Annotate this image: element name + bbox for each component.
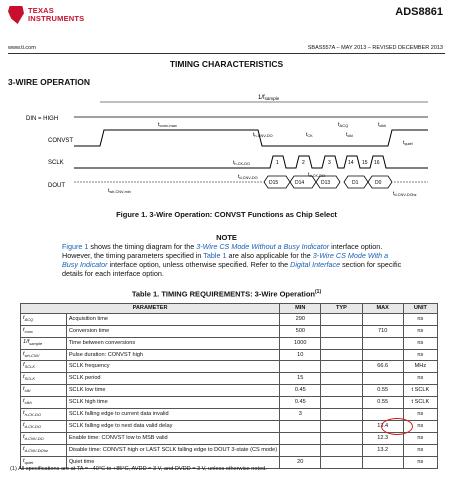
note-text-5: section for specific details for each interface option. <box>62 260 402 278</box>
max-value: 13.4 <box>362 420 403 432</box>
param-description: Conversion time <box>66 325 279 337</box>
min-value: 20 <box>280 456 321 468</box>
param-symbol-base: t <box>23 350 25 357</box>
unit-value: ns <box>403 337 437 349</box>
table-row <box>21 313 438 325</box>
sclk-num-16: 16 <box>374 160 380 166</box>
param-symbol-sub: clkl <box>24 388 31 394</box>
typ-value <box>321 373 362 385</box>
max-value: 0.55 <box>362 397 403 409</box>
param-description: Pulse duration: CONVST high <box>66 349 279 361</box>
typ-value <box>321 325 362 337</box>
min-value: 290 <box>280 313 321 325</box>
param-symbol-base: t <box>23 457 25 464</box>
param-symbol-base: t <box>23 374 25 381</box>
param-symbol-sub: conv <box>24 328 34 334</box>
param-symbol <box>21 385 67 397</box>
col-typ: TYP <box>321 304 362 314</box>
table-title <box>0 289 453 299</box>
unit-value: MHz <box>403 361 437 373</box>
min-value: 0.45 <box>280 385 321 397</box>
header-divider <box>8 53 445 54</box>
min-value: 500 <box>280 325 321 337</box>
param-symbol-sub: wh-CNV <box>24 352 40 358</box>
table-row <box>21 444 438 456</box>
t-quiet-label: $t_{quiet}$ <box>403 140 413 146</box>
unit-value: ns <box>403 409 437 421</box>
three-wire-busy-link[interactable]: 3-Wire CS Mode With a Busy Indicator <box>62 251 389 269</box>
max-value <box>362 456 403 468</box>
param-symbol-base: t <box>23 386 25 393</box>
param-description: Enable time: CONVST low to MSB valid <box>66 432 279 444</box>
unit-value: ns <box>403 432 437 444</box>
sclk-num-2: 2 <box>302 160 305 166</box>
min-value: 15 <box>280 373 321 385</box>
param-description: Disable time: CONVST high or LAST SCLK falling edge to DOUT 3-state (CS mode) <box>66 444 279 456</box>
timing-diagram <box>8 92 445 198</box>
company-line-1: TEXAS <box>28 6 55 15</box>
typ-value <box>321 349 362 361</box>
t-clkl-label: $t_{clkl}$ <box>346 132 353 138</box>
unit-value: ns <box>403 444 437 456</box>
param-symbol-base: t <box>23 398 25 405</box>
col-parameter: PARAMETER <box>21 304 280 314</box>
param-symbol-sub: ACQ <box>24 316 34 322</box>
ti-logo-text <box>28 7 84 23</box>
signal-dout: DOUT <box>48 183 65 189</box>
typ-value <box>321 444 362 456</box>
max-value: 0.55 <box>362 385 403 397</box>
note-body <box>62 242 402 278</box>
t-ckdo-label: $t_{h-CK-DO}$ <box>233 160 251 166</box>
param-description: SCLK low time <box>66 385 279 397</box>
sclk-num-15: 15 <box>362 160 368 166</box>
param-symbol-base: 1/f <box>23 338 30 345</box>
min-value: 0.45 <box>280 397 321 409</box>
param-symbol-sub: d-CNV-DOhz <box>24 447 48 453</box>
table-title-text: Table 1. TIMING REQUIREMENTS: 3-Wire Operation <box>131 289 316 299</box>
t-acq-label: tACQ <box>338 122 349 128</box>
dout-bit-d15: D15 <box>269 180 279 186</box>
param-symbol <box>21 444 67 456</box>
figure-1-link[interactable]: Figure 1 <box>62 242 89 251</box>
max-value <box>362 349 403 361</box>
max-value <box>362 313 403 325</box>
param-description: Acquisition time <box>66 313 279 325</box>
unit-value: ns <box>403 349 437 361</box>
table-row <box>21 420 438 432</box>
unit-value: ns <box>403 313 437 325</box>
website-link[interactable]: www.ti.com <box>8 45 36 51</box>
section-title: TIMING CHARACTERISTICS <box>169 59 284 69</box>
max-value: 13.2 <box>362 444 403 456</box>
period-label: 1/fsample <box>258 95 280 101</box>
param-symbol <box>21 420 67 432</box>
param-symbol-base: t <box>23 326 25 333</box>
param-symbol <box>21 325 67 337</box>
param-symbol-sub: d-CK-DO <box>24 424 42 430</box>
timing-requirements-table <box>20 303 438 469</box>
dout-bit-d13: D13 <box>321 180 331 186</box>
table-row <box>21 361 438 373</box>
sclk-num-1: 1 <box>276 160 279 166</box>
table-row <box>21 373 438 385</box>
min-value <box>280 432 321 444</box>
dout-bit-d1: D1 <box>352 180 359 186</box>
note-text-3: are also applicable for the <box>226 251 313 260</box>
param-description: SCLK falling edge to next data valid delay <box>66 420 279 432</box>
signal-sclk: SCLK <box>48 160 64 166</box>
param-symbol-base: t <box>23 433 25 440</box>
digital-interface-link[interactable]: Digital Interface <box>290 260 341 269</box>
table-row <box>21 349 438 361</box>
table-1-link[interactable]: Table 1 <box>203 251 227 260</box>
param-description: Time between conversions <box>66 337 279 349</box>
table-row <box>21 337 438 349</box>
three-wire-no-busy-link[interactable]: 3-Wire CS Mode Without a Busy Indicator <box>196 242 330 251</box>
table-header-row <box>21 304 438 314</box>
typ-value <box>321 409 362 421</box>
unit-value: t SCLK <box>403 397 437 409</box>
param-symbol-base: t <box>23 445 25 452</box>
param-symbol-base: t <box>23 410 25 417</box>
dout-bit-d14: D14 <box>295 180 305 186</box>
typ-value <box>321 337 362 349</box>
param-symbol-base: f <box>23 362 25 369</box>
typ-value <box>321 420 362 432</box>
min-value <box>280 444 321 456</box>
ti-logo <box>8 6 84 24</box>
unit-value: ns <box>403 373 437 385</box>
max-value: 12.3 <box>362 432 403 444</box>
typ-value <box>321 361 362 373</box>
param-description: SCLK frequency <box>66 361 279 373</box>
signal-convst: CONVST <box>48 138 74 144</box>
dout-bit-d0: D0 <box>375 180 382 186</box>
company-line-2: INSTRUMENTS <box>28 14 85 23</box>
max-value <box>362 337 403 349</box>
col-min: MIN <box>280 304 321 314</box>
param-symbol-sub: sample <box>29 340 43 346</box>
param-symbol-sub: SCLK <box>24 364 36 370</box>
max-value: 66.6 <box>362 361 403 373</box>
min-value <box>280 361 321 373</box>
param-symbol <box>21 313 67 325</box>
revision-line: SBAS557A – MAY 2013 – REVISED DECEMBER 2013 <box>307 45 443 51</box>
param-description: Quiet time <box>66 456 279 468</box>
col-max: MAX <box>362 304 403 314</box>
t-ck-label: $t_{CK}$ <box>306 132 313 138</box>
convst-waveform <box>74 130 428 146</box>
table-title-note: (1) <box>315 289 322 295</box>
min-value: 3 <box>280 409 321 421</box>
sclk-num-3: 3 <box>328 160 331 166</box>
t-whcnv-label: $t_{wh-CNV-min}$ <box>108 188 131 194</box>
param-symbol-sub: SCLK <box>24 376 36 382</box>
t-dcnvdoz-label: $t_{d-CNV-DOhz}$ <box>393 191 417 197</box>
table-row <box>21 325 438 337</box>
note-text-2: interface option. However, the timing parameters specified in <box>62 242 383 260</box>
footnote: (1) All specifications are at TA = –40°C to +85°C, AVDD = 3 V, and DVDD = 3 V, unless otherwise noted. <box>10 466 267 472</box>
param-description: SCLK period <box>66 373 279 385</box>
param-symbol <box>21 361 67 373</box>
t-hcnv-label: $t_{h-CNV-DO}$ <box>253 132 273 138</box>
table-row <box>21 409 438 421</box>
unit-value: t SCLK <box>403 385 437 397</box>
t-dckdo-label: $t_{d-CK-DO}$ <box>308 172 326 178</box>
table-row <box>21 432 438 444</box>
typ-value <box>321 313 362 325</box>
highlight-circle <box>381 418 413 435</box>
ti-logo-mark <box>8 6 24 24</box>
typ-value <box>321 385 362 397</box>
min-value <box>280 420 321 432</box>
unit-value: ns <box>403 420 437 432</box>
t-conv-label: tconv-max <box>158 122 177 128</box>
typ-value <box>321 397 362 409</box>
table-row <box>21 397 438 409</box>
min-value: 10 <box>280 349 321 361</box>
max-value: 710 <box>362 325 403 337</box>
param-symbol <box>21 409 67 421</box>
signal-din: DIN = HIGH <box>26 116 59 122</box>
param-symbol <box>21 373 67 385</box>
param-symbol-sub: h-CK-DO <box>24 412 42 418</box>
note-title: NOTE <box>216 233 237 242</box>
col-unit: UNIT <box>403 304 437 314</box>
param-symbol-sub: quiet <box>24 459 34 465</box>
param-symbol <box>21 397 67 409</box>
param-symbol-sub: clkh <box>24 400 32 406</box>
param-symbol <box>21 337 67 349</box>
param-symbol-base: t <box>23 421 25 428</box>
param-symbol-sub: d-CNV-DO <box>24 435 44 441</box>
figure-caption: Figure 1. 3-Wire Operation: CONVST Functions as Chip Select <box>116 210 337 219</box>
param-description: SCLK falling edge to current data invalid <box>66 409 279 421</box>
note-text-4: interface option, unless otherwise specified. Refer to the <box>107 260 291 269</box>
param-symbol <box>21 432 67 444</box>
typ-value <box>321 456 362 468</box>
unit-value: ns <box>403 325 437 337</box>
subsection-title: 3-WIRE OPERATION <box>8 77 91 87</box>
table-row <box>21 385 438 397</box>
param-symbol-base: t <box>23 314 25 321</box>
sclk-num-14: 14 <box>348 160 354 166</box>
typ-value <box>321 432 362 444</box>
t-clkh-label: $t_{clkh}$ <box>378 122 387 128</box>
part-number: ADS8861 <box>395 6 443 18</box>
unit-value: ns <box>403 456 437 468</box>
param-symbol <box>21 349 67 361</box>
max-value <box>362 373 403 385</box>
t-dcnvdo-label: $t_{d-CNV-DO}$ <box>238 174 258 180</box>
min-value: 1000 <box>280 337 321 349</box>
param-description: SCLK high time <box>66 397 279 409</box>
note-text-1: shows the timing diagram for the <box>88 242 197 251</box>
